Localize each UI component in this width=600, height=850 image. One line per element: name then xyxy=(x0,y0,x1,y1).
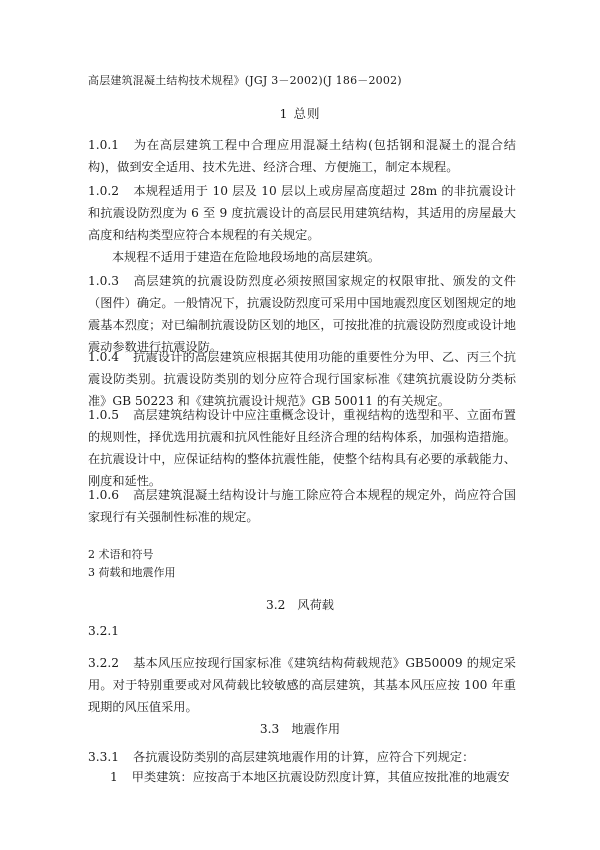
section-3-3-title xyxy=(0,720,600,737)
clause-text: 高层建筑结构设计中应注重概念设计，重视结构的选型和平、立面布置的规则性，择优选用抗震和抗风性能好且经济合理的结构体系，加强构造措施。在抗震设计中，应保证结构的整体抗震性能，使整个结构具有必要的承载能力、刚度和延性。 xyxy=(88,408,516,488)
clause-text: 抗震设计的高层建筑应根据其使用功能的重要性分为甲、乙、丙三个抗震设防类别。抗震设防类别的划分应符合现行国家标准《建筑抗震设防分类标准》GB 50223 和《建筑抗震设计规范》GB 50011 的有关规定。 xyxy=(88,350,516,408)
clause-number: 1.0.5 xyxy=(88,408,120,422)
clause-1-0-4 xyxy=(88,346,516,412)
section-title-text: 地震作用 xyxy=(291,722,341,736)
clause-1-0-5 xyxy=(88,404,516,492)
item-text: 甲类建筑：应按高于本地区抗震设防烈度计算，其值应按批准的地震安 xyxy=(131,770,510,784)
clause-number: 1.0.2 xyxy=(88,184,120,198)
toc-number: 2 xyxy=(88,548,95,561)
document-header: 高层建筑混凝土结构技术规程》(JGJ 3－2002)(J 186－2002) xyxy=(88,74,402,87)
section-number: 3.3 xyxy=(259,722,280,736)
clause-3-2-2 xyxy=(88,652,516,718)
clause-1-0-6 xyxy=(88,484,516,528)
clause-text: 本规程适用于 10 层及 10 层以上或房屋高度超过 28m 的非抗震设计和抗震设防烈度为 6 至 9 度抗震设计的高层民用建筑结构，其适用的房屋最大高度和结构类型应符合本规程的有关规定。 xyxy=(88,184,516,242)
chapter-title-text: 总则 xyxy=(293,106,321,121)
toc-title: 荷载和地震作用 xyxy=(98,566,176,579)
clause-text: 高层建筑混凝土结构设计与施工除应符合本规程的规定外，尚应符合国家现行有关强制性标准的规定。 xyxy=(88,488,516,524)
clause-1-0-1 xyxy=(88,134,516,178)
section-title-text: 风荷载 xyxy=(297,598,334,612)
clause-number: 1.0.6 xyxy=(88,488,120,502)
clause-number: 3.2.2 xyxy=(88,656,120,670)
chapter-number: 1 xyxy=(279,106,289,121)
toc-number: 3 xyxy=(88,566,95,579)
clause-3-3-1-item-1 xyxy=(110,766,520,788)
clause-text: 为在高层建筑工程中合理应用混凝土结构(包括钢和混凝土的混合结构)，做到安全适用、技术先进、经济合理、方便施工，制定本规程。 xyxy=(88,138,516,174)
section-3-2-title xyxy=(0,596,600,613)
chapter-1-title xyxy=(0,104,600,122)
clause-number: 1.0.4 xyxy=(88,350,120,364)
clause-number: 3.2.1 xyxy=(88,624,120,638)
clause-3-2-1 xyxy=(88,620,516,642)
toc-item-3 xyxy=(88,564,176,580)
clause-text: 高层建筑的抗震设防烈度必须按照国家规定的权限审批、颁发的文件（图件）确定。一般情况下，抗震设防烈度可采用中国地震烈度区划图规定的地震基本烈度；对已编制抗震设防区划的地区，可按批准的抗震设防烈度或设计地震动参数进行抗震设防。 xyxy=(88,274,516,354)
clause-text: 基本风压应按现行国家标准《建筑结构荷载规范》GB50009 的规定采用。对于特别重要或对风荷载比较敏感的高层建筑，其基本风压应按 100 年重现期的风压值采用。 xyxy=(88,656,516,714)
clause-text: 各抗震设防类别的高层建筑地震作用的计算，应符合下列规定： xyxy=(133,750,475,764)
toc-item-2 xyxy=(88,546,154,562)
clause-number: 1.0.1 xyxy=(88,138,120,152)
clause-1-0-3 xyxy=(88,270,516,358)
clause-1-0-2 xyxy=(88,180,516,246)
clause-number: 1.0.3 xyxy=(88,274,120,288)
clause-3-3-1 xyxy=(88,746,516,768)
section-number: 3.2 xyxy=(266,598,286,612)
clause-1-0-2-note xyxy=(88,246,516,268)
item-number: 1 xyxy=(110,770,118,784)
clause-text: 本规程不适用于建造在危险地段场地的高层建筑。 xyxy=(112,250,381,264)
toc-title: 术语和符号 xyxy=(98,548,154,561)
clause-number: 3.3.1 xyxy=(88,750,120,764)
